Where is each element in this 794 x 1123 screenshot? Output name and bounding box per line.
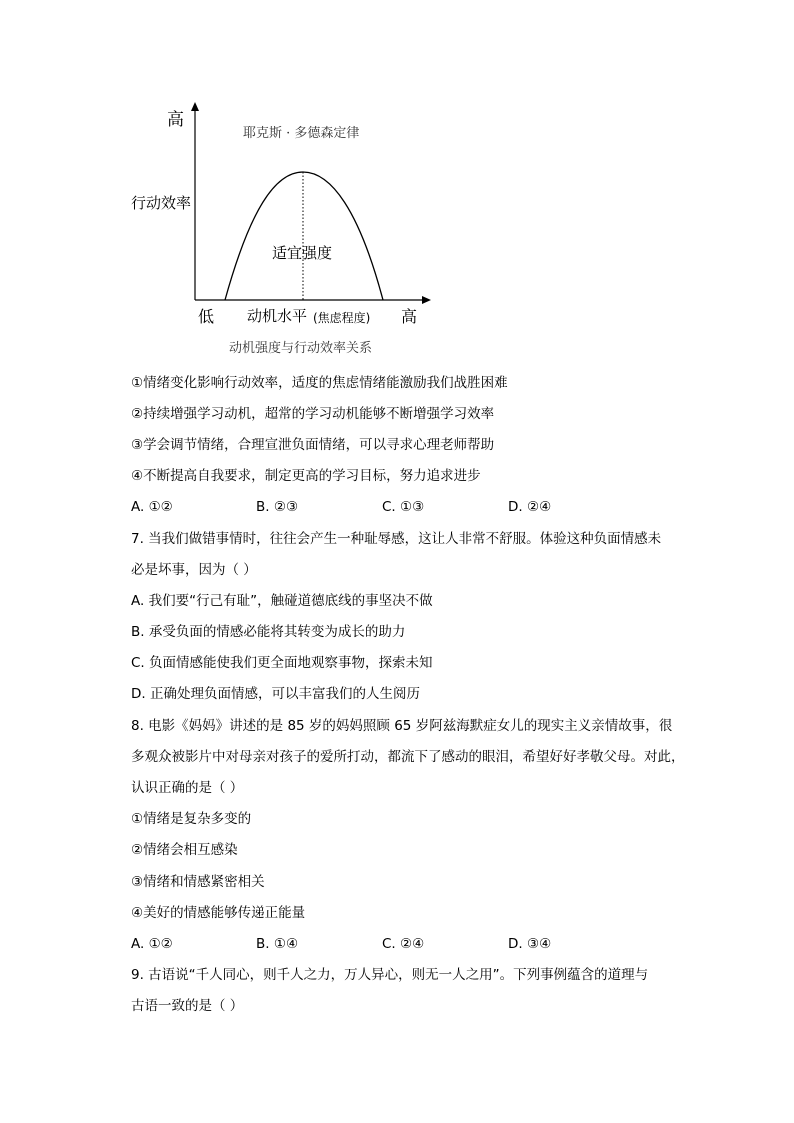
q8-statement-2: ②情绪会相互感染: [131, 842, 238, 858]
q6-statement-3: ③学会调节情绪，合理宣泄负面情绪，可以寻求心理老师帮助: [131, 437, 495, 453]
x-low-label: 低: [198, 307, 215, 326]
q6-statement-1: ①情绪变化影响行动效率，适度的焦虑情绪能激励我们战胜困难: [131, 375, 508, 391]
optimal-intensity-label: 适宜强度: [272, 244, 333, 262]
q7-choice-c[interactable]: C. 负面情感能使我们更全面地观察事物，探索未知: [131, 655, 433, 671]
q8-statement-3: ③情绪和情感紧密相关: [131, 874, 265, 890]
q7-stem-line-1: 7. 当我们做错事情时，往往会产生一种耻辱感，这让人非常不舒服。体验这种负面情感未: [131, 531, 662, 547]
q8-option-c[interactable]: C. ②④: [382, 936, 425, 952]
efficiency-curve: [225, 172, 383, 300]
q6-option-c[interactable]: C. ①③: [382, 499, 425, 515]
q8-stem-line-3: 认识正确的是（ ）: [131, 780, 244, 796]
q8-stem-line-1: 8. 电影《妈妈》讲述的是 85 岁的妈妈照顾 65 岁阿兹海默症女儿的现实主义亲情故事，很: [131, 718, 673, 734]
q8-option-b[interactable]: B. ①④: [256, 936, 299, 952]
q8-option-a[interactable]: A. ①②: [131, 936, 173, 952]
y-axis-arrow: [191, 102, 199, 111]
q9-stem-line-1: 9. 古语说“千人同心，则千人之力，万人异心，则无一人之用”。下列事例蕴含的道理与: [131, 967, 649, 983]
law-title: 耶克斯 · 多德森定律: [243, 126, 360, 141]
q7-choice-b[interactable]: B. 承受负面的情感必能将其转变为成长的助力: [131, 624, 406, 640]
q6-option-b[interactable]: B. ②③: [256, 499, 299, 515]
q6-option-d[interactable]: D. ②④: [508, 499, 552, 515]
q8-statement-4: ④美好的情感能够传递正能量: [131, 905, 306, 921]
x-axis-label: 动机水平: [247, 307, 308, 325]
yerkes-dodson-figure: [125, 100, 435, 365]
y-axis-label: 行动效率: [131, 194, 192, 212]
q8-stem-line-2: 多观众被影片中对母亲对孩子的爱所打动，都流下了感动的眼泪，希望好好孝敬父母。对此，: [131, 749, 685, 765]
q8-option-d[interactable]: D. ③④: [508, 936, 552, 952]
q8-statement-1: ①情绪是复杂多变的: [131, 811, 252, 827]
x-axis-arrow: [422, 296, 431, 304]
q6-statement-4: ④不断提高自我要求，制定更高的学习目标，努力追求进步: [131, 468, 481, 484]
q7-choice-d[interactable]: D. 正确处理负面情感，可以丰富我们的人生阅历: [131, 686, 420, 702]
q6-statement-2: ②持续增强学习动机，超常的学习动机能够不断增强学习效率: [131, 406, 495, 422]
figure-caption: 动机强度与行动效率关系: [229, 341, 373, 356]
x-high-label: 高: [401, 307, 418, 326]
x-axis-sublabel: (焦虑程度): [313, 311, 371, 325]
q7-stem-line-2: 必是坏事，因为（ ）: [131, 562, 257, 578]
y-high-label: 高: [167, 110, 184, 130]
q6-option-a[interactable]: A. ①②: [131, 499, 173, 515]
q7-choice-a[interactable]: A. 我们要“行己有耻”，触碰道德底线的事坚决不做: [131, 593, 433, 609]
q9-stem-line-2: 古语一致的是（ ）: [131, 998, 244, 1014]
